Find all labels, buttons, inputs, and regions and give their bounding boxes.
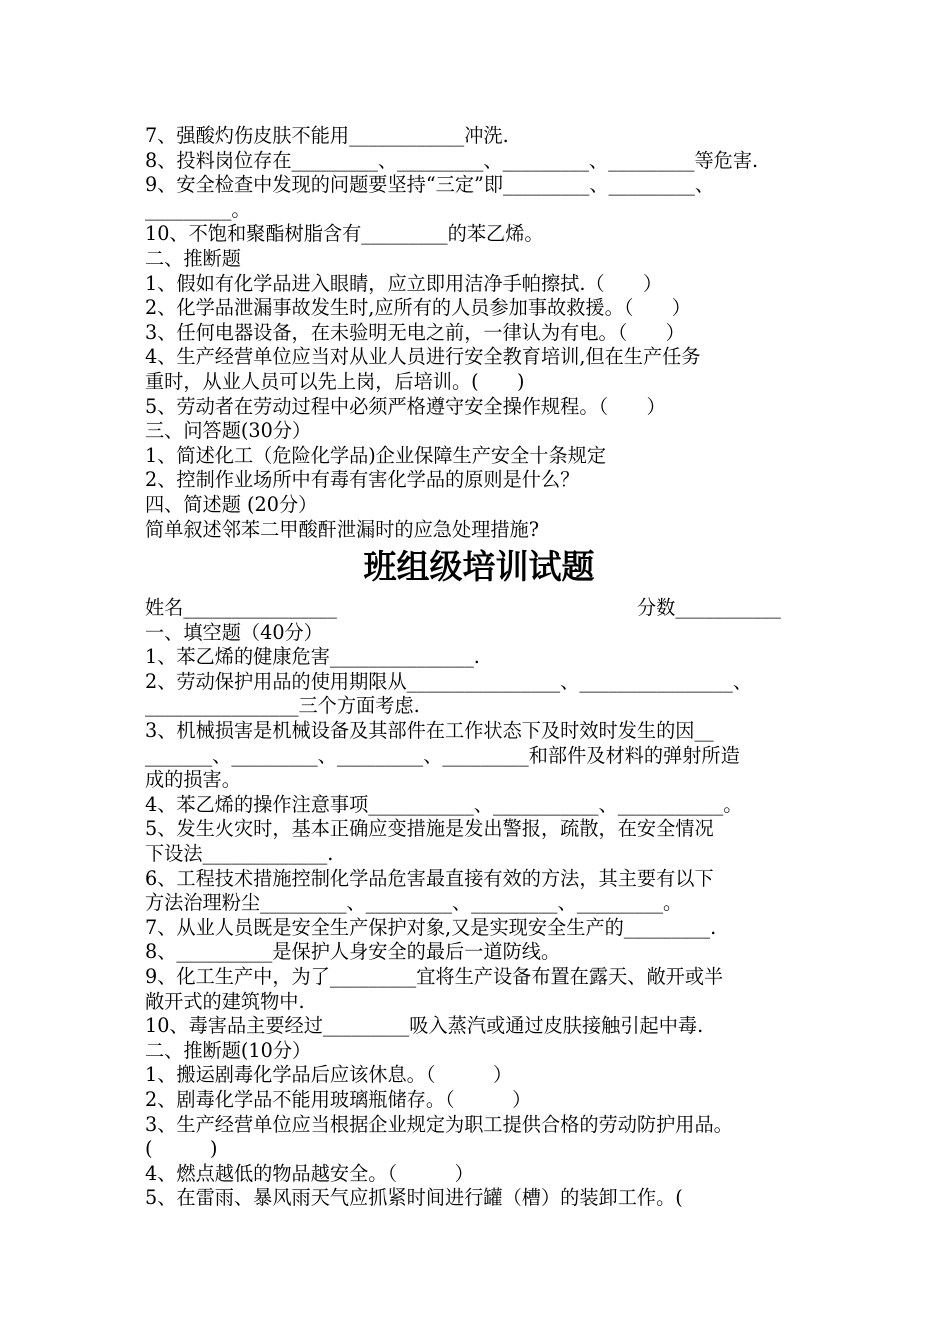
score-label: 分数___________	[637, 596, 781, 620]
text-line: 2、控制作业场所中有毒有害化学品的原则是什么？	[145, 468, 580, 492]
text-line: 3、机械损害是机械设备及其部件在工作状态下及时效时发生的因__	[145, 719, 714, 743]
exam-title: 班组级培训试题	[363, 547, 595, 587]
text-line: _______、_________、_________、_________和部件及材料的弹射所造	[145, 743, 740, 767]
text-line: 1、假如有化学品进入眼睛，应立即用洁净手帕擦拭.（ ）	[145, 271, 663, 295]
text-line: _________。	[145, 197, 251, 221]
text-line: 2、剧毒化学品不能用玻璃瓶储存。（ ）	[145, 1087, 532, 1111]
text-line: 成的损害。	[145, 768, 241, 792]
section-heading: 一、填空题（40分）	[145, 620, 323, 644]
text-line: 10、不饱和聚酯树脂含有_________的苯乙烯。	[145, 222, 544, 246]
text-line: 10、毒害品主要经过_________吸入蒸汽或通过皮肤接触引起中毒.	[145, 1014, 704, 1038]
name-label: 姓名________________	[145, 596, 337, 620]
text-line: 8、投料岗位存在_________、_________、_________、_________等危害.	[145, 148, 759, 172]
text-line: 敞开式的建筑物中.	[145, 989, 305, 1013]
document-page	[145, 124, 813, 1211]
text-line: 7、从业人员既是安全生产保护对象,又是实现安全生产的_________.	[145, 915, 717, 939]
section-heading: 二、推断题	[145, 246, 241, 270]
text-line: 简单叙述邻苯二甲酸酐泄漏时的应急处理措施?	[145, 517, 540, 541]
text-line: 2、劳动保护用品的使用期限从________________、________________、	[145, 669, 753, 693]
text-line: 9、化工生产中，为了_________宜将生产设备布置在露天、敞开或半	[145, 965, 724, 988]
exam-body	[145, 621, 813, 1211]
name-score-row	[145, 596, 813, 621]
text-line: 8、__________是保护人身安全的最后一道防线。	[145, 940, 561, 964]
text-line: 6、工程技术措施控制化学品危害最直接有效的方法，其主要有以下	[145, 866, 714, 890]
text-line: 1、简述化工（危险化学品)企业保障生产安全十条规定	[145, 443, 607, 467]
text-line: 5、发生火灾时，基本正确应变措施是发出警报，疏散，在安全情况	[145, 817, 714, 841]
text-line: 4、生产经营单位应当对从业人员进行安全教育培训,但在生产任务	[145, 345, 701, 369]
text-line: 3、生产经营单位应当根据企业规定为职工提供合格的劳动防护用品。	[145, 1112, 733, 1136]
text-line: ( )	[145, 1137, 218, 1161]
section-heading: 二、推断题(10分）	[145, 1038, 312, 1062]
text-line: 1、苯乙烯的健康危害_______________.	[145, 645, 480, 669]
section-heading: 四、简述题 (20分）	[145, 492, 318, 516]
text-line: 4、苯乙烯的操作注意事项___________、___________、___________。	[145, 792, 743, 816]
section-heading: 三、问答题(30分）	[145, 419, 312, 443]
text-line: 9、安全检查中发现的问题要坚持“三定”即_________、_________、	[145, 173, 715, 197]
text-line: 重时，从业人员可以先上岗，后培训。( )	[145, 369, 525, 393]
text-line: 方法治理粉尘_________、_________、_________、_________。	[145, 891, 683, 915]
text-line: 下设法_____________.	[145, 842, 334, 866]
text-line: 5、在雷雨、暴风雨天气应抓紧时间进行罐（槽）的装卸工作。(	[145, 1186, 683, 1210]
text-line: 1、搬运剧毒化学品后应该休息。（ ）	[145, 1063, 513, 1087]
text-line: 3、任何电器设备，在未验明无电之前，一律认为有电。（ ）	[145, 320, 685, 344]
text-line: 4、燃点越低的物品越安全。（ ）	[145, 1161, 474, 1185]
text-line: 7、强酸灼伤皮肤不能用____________冲洗.	[145, 124, 509, 147]
text-line: 2、化学品泄漏事故发生时,应所有的人员参加事故救援。（ ）	[145, 296, 691, 320]
text-line: 5、劳动者在劳动过程中必须严格遵守安全操作规程。（ ）	[145, 394, 666, 418]
text-line: ________________三个方面考虑.	[145, 694, 420, 718]
prev-exam-continuation	[145, 124, 813, 542]
